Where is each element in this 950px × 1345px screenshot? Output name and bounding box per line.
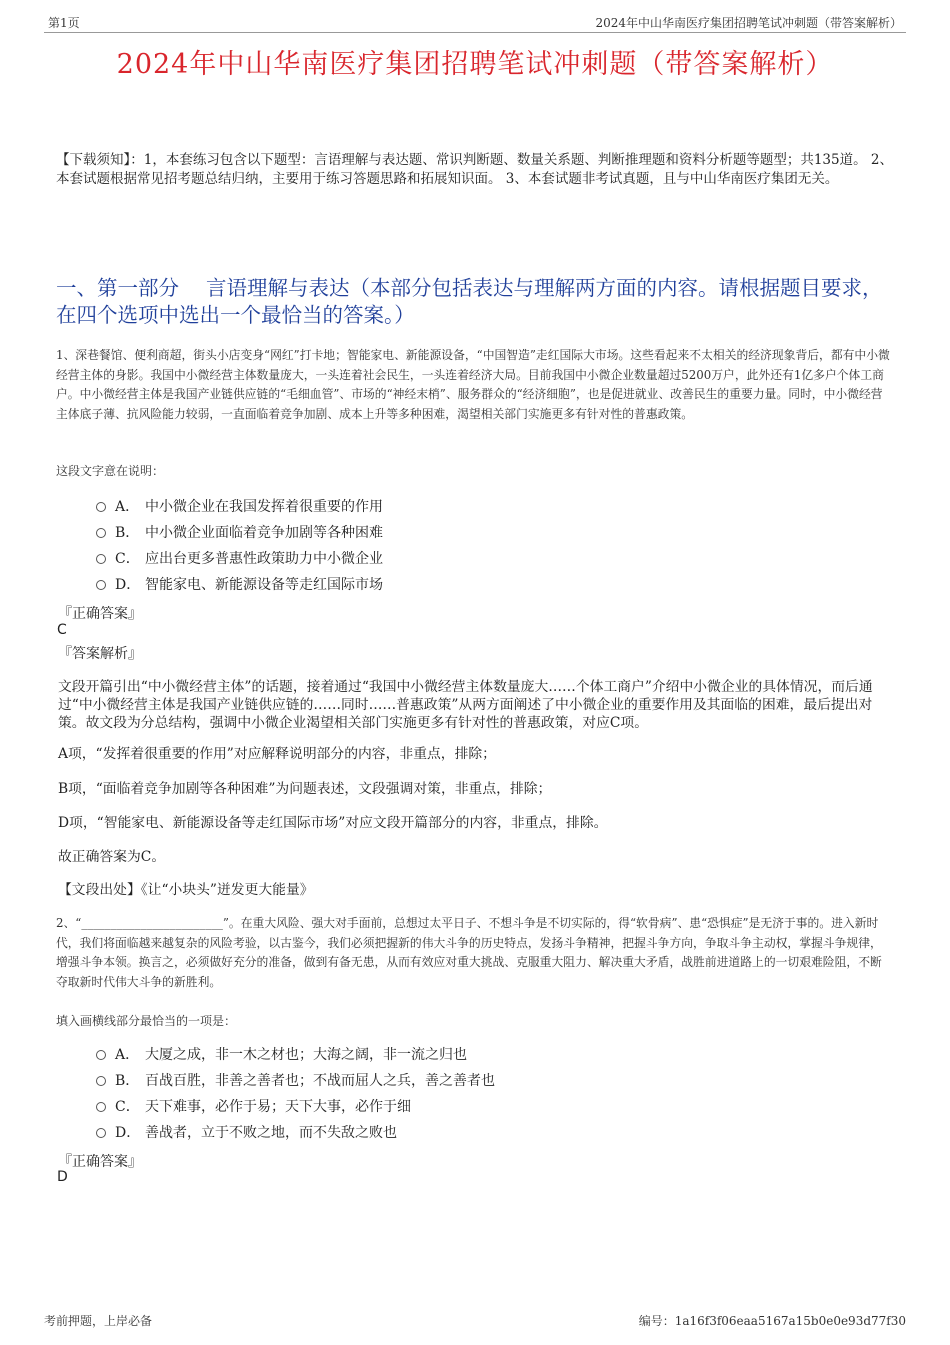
question-1-options (96, 494, 796, 598)
page-number: 第1页 (48, 16, 80, 30)
analysis-option-a: A项，“发挥着很重要的作用”对应解释说明部分的内容，非重点，排除； (58, 746, 496, 762)
option-b[interactable] (96, 1068, 796, 1094)
radio-icon[interactable] (96, 554, 106, 564)
option-text: 天下难事，必作于易；天下大事，必作于细 (145, 1099, 411, 1115)
option-c[interactable] (96, 546, 796, 572)
option-letter: A． (115, 1047, 140, 1063)
question-2-options (96, 1042, 796, 1146)
correct-answer: C (57, 622, 67, 638)
header-doc-title: 2024年中山华南医疗集团招聘笔试冲刺题（带答案解析） (595, 16, 902, 30)
radio-icon[interactable] (96, 502, 106, 512)
question-1-text: 1、深巷餐馆、便利商超，街头小店变身“网红”打卡地；智能家电、新能源设备，“中国智造”走红国际大市场。这些看起来不太相关的经济现象背后，都有中小微经营主体的身影。我国中小微经营主体数量庞大，一头连着社会民生，一头连着经济大局。目前我国中小微企业数量超过5200万户，此外还有1亿多户个体工商户。中小微经营主体是我国产业链供应链的“毛细血管”、市场的“神经末梢”、服务群众的“经济细胞”，也是促进就业、改善民生的重要力量。同时，中小微经营主体底子薄、抗风险能力较弱，一直面临着竞争加剧、成本上升等多种困难，渴望相关部门实施更多有针对性的普惠政策。 (56, 348, 890, 421)
radio-icon[interactable] (96, 1128, 106, 1138)
footer-slogan: 考前押题，上岸必备 (44, 1314, 153, 1328)
footer-serial: 编号：1a16f3f06eaa5167a15b0e0e93d77f30 (638, 1314, 906, 1328)
page-header (44, 10, 906, 33)
option-d[interactable] (96, 572, 796, 598)
section-heading: 一、第一部分 言语理解与表达（本部分包括表达与理解两方面的内容。请根据题目要求，在四个选项中选出一个最恰当的答案。） (56, 276, 883, 327)
option-c[interactable] (96, 1094, 796, 1120)
radio-icon[interactable] (96, 528, 106, 538)
correct-answer: D (57, 1169, 68, 1185)
option-letter: C． (115, 1099, 140, 1115)
question-2-text: 2、“________________________”。在重大风险、强大对手面前，总想过太平日子、不想斗争是不切实际的，得“软骨病”、患“恐惧症”是无济于事的。进入新时代，我们将面临越来越复杂的风险考验，以古鉴今，我们必须把握新的伟大斗争的历史特点，发扬斗争精神，把握斗争方向，争取斗争主动权，掌握斗争规律，增强斗争本领。换言之，必须做好充分的准备，做到有备无患，从而有效应对重大挑战、克服重大阻力、解决重大矛盾，战胜前进道路上的一切艰难险阻，不断夺取新时代伟大斗争的新胜利。 (56, 916, 882, 989)
analysis-conclusion: 故正确答案为C。 (58, 849, 166, 865)
option-text: 善战者，立于不败之地，而不失敌之败也 (145, 1125, 397, 1141)
passage-source: 【文段出处】《让“小块头”迸发更大能量》 (58, 882, 314, 898)
radio-icon[interactable] (96, 580, 106, 590)
option-text: 智能家电、新能源设备等走红国际市场 (145, 577, 383, 593)
analysis-label: 『答案解析』 (58, 646, 142, 662)
radio-icon[interactable] (96, 1076, 106, 1086)
option-letter: D． (115, 577, 141, 593)
option-letter: A． (115, 499, 140, 515)
option-letter: D． (115, 1125, 141, 1141)
download-notice: 【下载须知】：1，本套练习包含以下题型：言语理解与表达题、常识判断题、数量关系题、判断推理题和资料分析题等题型；共135道。 2、本套试题根据常见招考题总结归纳，主要用于练习答题思路和拓展知识面。 3、本套试题非考试真题，且与中山华南医疗集团无关。 (56, 152, 893, 187)
option-text: 中小微企业面临着竞争加剧等各种困难 (145, 525, 383, 541)
correct-answer-label: 『正确答案』 (58, 1154, 142, 1170)
option-b[interactable] (96, 520, 796, 546)
option-text: 百战百胜，非善之善者也；不战而屈人之兵，善之善者也 (145, 1073, 495, 1089)
option-text: 应出台更多普惠性政策助力中小微企业 (145, 551, 383, 567)
document-title: 2024年中山华南医疗集团招聘笔试冲刺题（带答案解析） (116, 49, 834, 80)
option-letter: B． (115, 525, 140, 541)
option-letter: C． (115, 551, 140, 567)
option-a[interactable] (96, 1042, 796, 1068)
question-1-prompt: 这段文字意在说明： (56, 464, 165, 478)
option-letter: B． (115, 1073, 140, 1089)
analysis-text: 文段开篇引出“中小微经营主体”的话题，接着通过“我国中小微经营主体数量庞大……个体工商户”介绍中小微企业的具体情况，而后通过“中小微经营主体是我国产业链供应链的……同时……普惠政策”从两方面阐述了中小微企业的重要作用及其面临的困难，最后提出对策。故文段为分总结构，强调中小微企业渴望相关部门实施更多有针对性的普惠政策，对应C项。 (58, 679, 873, 731)
correct-answer-label: 『正确答案』 (58, 606, 142, 622)
option-d[interactable] (96, 1120, 796, 1146)
analysis-option-d: D项，“智能家电、新能源设备等走红国际市场”对应文段开篇部分的内容，非重点，排除。 (58, 815, 608, 831)
question-2-prompt: 填入画横线部分最恰当的一项是： (56, 1014, 237, 1028)
option-text: 大厦之成，非一木之材也；大海之阔，非一流之归也 (145, 1047, 467, 1063)
analysis-option-b: B项，“面临着竞争加剧等各种困难”为问题表述，文段强调对策，非重点，排除； (58, 781, 552, 797)
option-text: 中小微企业在我国发挥着很重要的作用 (145, 499, 383, 515)
radio-icon[interactable] (96, 1102, 106, 1112)
radio-icon[interactable] (96, 1050, 106, 1060)
option-a[interactable] (96, 494, 796, 520)
